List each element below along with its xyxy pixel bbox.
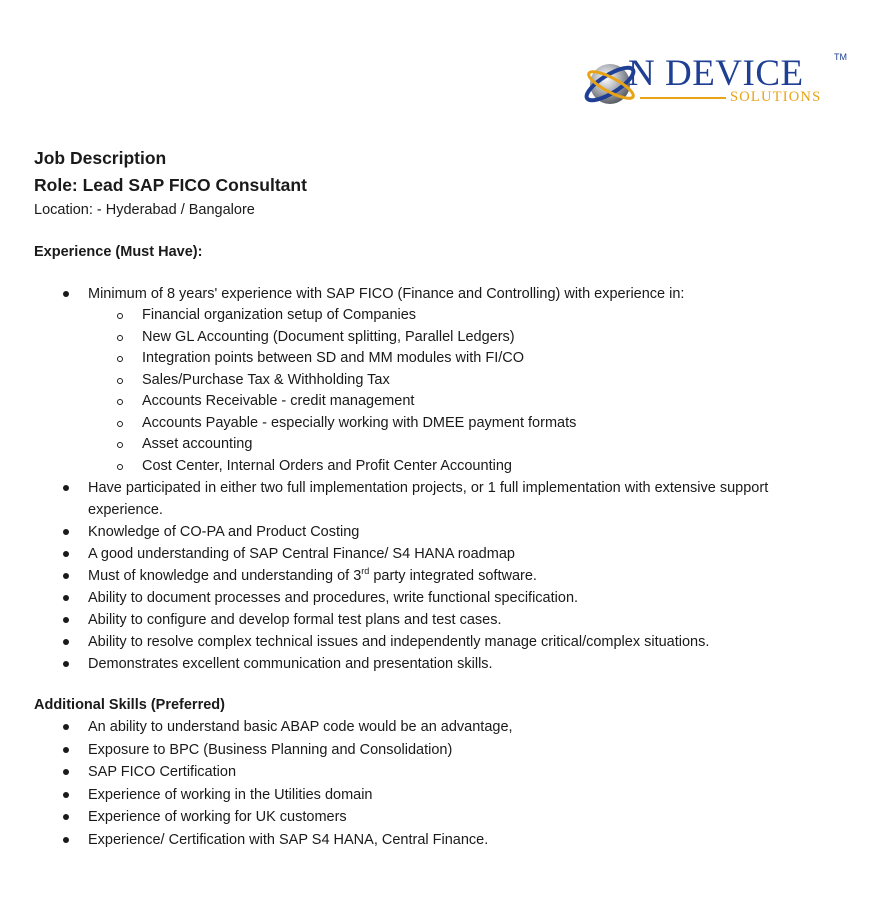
sub-list-item: Accounts Payable - especially working with DMEE payment formats: [88, 413, 844, 435]
circle-bullet-icon: [117, 399, 123, 405]
list-item: Knowledge of CO-PA and Product Costing: [34, 521, 844, 543]
bullet-icon: [63, 747, 69, 753]
list-item: Exposure to BPC (Business Planning and Consolidation): [34, 739, 844, 762]
company-logo: [580, 52, 850, 116]
list-item: [34, 283, 844, 477]
bullet-icon: [63, 639, 69, 645]
sub-list-item: Cost Center, Internal Orders and Profit Center Accounting: [88, 456, 844, 478]
list-item: Ability to resolve complex technical issues and independently manage critical/complex situations.: [34, 631, 844, 653]
circle-bullet-icon: [117, 464, 123, 470]
bullet-icon: [63, 617, 69, 623]
bullet-icon: [63, 573, 69, 579]
list-item: A good understanding of SAP Central Finance/ S4 HANA roadmap: [34, 543, 844, 565]
circle-bullet-icon: [117, 442, 123, 448]
list-item: SAP FICO Certification: [34, 761, 844, 784]
bullet-icon: [63, 724, 69, 730]
list-item: An ability to understand basic ABAP code would be an advantage,: [34, 716, 844, 739]
experience-list: [34, 283, 844, 675]
bullet-icon: [63, 661, 69, 667]
logo-wordmark: N DEVICE: [628, 53, 804, 94]
list-item: Experience of working for UK customers: [34, 806, 844, 829]
location-line: Location: - Hyderabad / Bangalore: [34, 202, 255, 218]
additional-skills-list: [34, 716, 844, 851]
logo-trademark: TM: [834, 52, 847, 62]
bullet-icon: [63, 485, 69, 491]
bullet-icon: [63, 769, 69, 775]
bullet-icon: [63, 291, 69, 297]
list-item: Have participated in either two full implementation projects, or 1 full implementation with extensive support experience.: [34, 477, 844, 521]
circle-bullet-icon: [117, 313, 123, 319]
document-body: [34, 145, 844, 851]
list-item: Experience/ Certification with SAP S4 HANA, Central Finance.: [34, 829, 844, 852]
circle-bullet-icon: [117, 335, 123, 341]
circle-bullet-icon: [117, 378, 123, 384]
logo-subtitle: SOLUTIONS: [730, 89, 822, 105]
list-item: Ability to configure and develop formal test plans and test cases.: [34, 609, 844, 631]
sub-list-item: Asset accounting: [88, 434, 844, 456]
bullet-icon: [63, 595, 69, 601]
experience-heading: Experience (Must Have):: [34, 244, 203, 260]
logo-underline: [640, 97, 726, 99]
bullet-icon: [63, 551, 69, 557]
additional-skills-heading: Additional Skills (Preferred): [34, 697, 225, 713]
bullet-icon: [63, 529, 69, 535]
sub-list-item: Accounts Receivable - credit management: [88, 391, 844, 413]
bullet-icon: [63, 814, 69, 820]
sub-list-item: Sales/Purchase Tax & Withholding Tax: [88, 370, 844, 392]
list-item-text: Minimum of 8 years' experience with SAP FICO (Finance and Controlling) with experience in:: [88, 286, 685, 302]
page-title: Job Description: [34, 148, 167, 168]
circle-bullet-icon: [117, 421, 123, 427]
circle-bullet-icon: [117, 356, 123, 362]
sub-list-item: New GL Accounting (Document splitting, Parallel Ledgers): [88, 327, 844, 349]
list-item: Experience of working in the Utilities domain: [34, 784, 844, 807]
sub-list-item: Financial organization setup of Companies: [88, 305, 844, 327]
list-item: Demonstrates excellent communication and presentation skills.: [34, 653, 844, 675]
list-item: Ability to document processes and procedures, write functional specification.: [34, 587, 844, 609]
bullet-icon: [63, 792, 69, 798]
bullet-icon: [63, 837, 69, 843]
sub-list: [88, 305, 844, 477]
role-title: Role: Lead SAP FICO Consultant: [34, 175, 307, 195]
sub-list-item: Integration points between SD and MM modules with FI/CO: [88, 348, 844, 370]
list-item: Must of knowledge and understanding of 3rd party integrated software.: [34, 565, 844, 587]
